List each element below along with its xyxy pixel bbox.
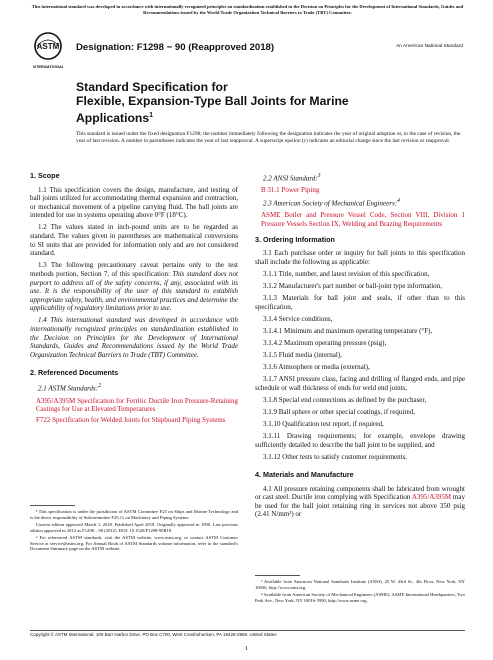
logo-sub: INTERNATIONAL <box>33 64 63 69</box>
footnote-2: ² For referenced ASTM standards, visit the ASTM website, www.astm.org, or contact ASTM Customer Service at service@astm.org. For Annual Book of ASTM Standards volume information, refer to the standard's Document Summary page on the ASTM website. <box>30 534 238 552</box>
footnote-mark-4: 4 <box>397 197 400 204</box>
ref-b31-1[interactable] <box>255 186 465 195</box>
scope-heading: 1. Scope <box>30 171 60 180</box>
footnote-1: ¹ This specification is under the jurisdiction of ASTM Committee F25 on Ships and Marine Technology and is the direct responsibility of Subcommittee F25.11 on Machinery and Piping Systems. <box>30 509 238 520</box>
ref-asme-title[interactable]: Pressure Vessels Section IX, Welding and Brazing Requirements <box>261 219 443 228</box>
ordering-item: 3.1.10 Qualification test report, if required, <box>263 420 384 429</box>
astm-standards-label-text: 2.1 ASTM Standards: <box>38 384 99 393</box>
issue-statement: This standard is issued under the fixed designation F1298; the number immediately following the designation indicates the year of original adoption or, in the case of revision, the year of last revision. A number in parentheses indicates the year of last reapproval. A superscript epsilon (ε) indicates an editorial change since the last revision or reapproval. <box>76 131 461 144</box>
ordering-item: 3.1.12 Other tests to satisfy customer requirements. <box>263 452 408 461</box>
footnote-3: ³ Available from American National Standards Institute (ANSI), 25 W. 43rd St., 4th Floor, New York, NY 10036, http://www.ansi.org. <box>255 579 465 590</box>
page-title <box>76 80 456 125</box>
ordering-item: 3.1.7 ANSI pressure class, facing and drilling of flanged ends, and pipe schedule or wall thickness of ends for weld end joints, <box>255 375 465 392</box>
ref-f722[interactable] <box>30 416 238 425</box>
title-footnote-mark: 1 <box>149 111 154 119</box>
scope-1-3 <box>30 261 238 313</box>
ordering-item: 3.1.2 Manufacturer's part number or ball-joint type information, <box>263 282 442 290</box>
footer-rule <box>30 630 465 631</box>
asme-label <box>255 197 465 208</box>
ref-b31-title[interactable]: Power Piping <box>279 186 320 195</box>
ordering-item: 3.1.4 Service conditions, <box>263 314 333 323</box>
ordering-item: 3.1.1 Title, number, and latest revision of this specification, <box>263 269 430 278</box>
logo-text: ASTM <box>36 42 60 51</box>
title-line-2: Flexible, Expansion-Type Ball Joints for Marine <box>76 94 349 109</box>
ref-asme-bpvc[interactable] <box>255 211 465 228</box>
right-column <box>255 172 465 522</box>
scope-1-4: 1.4 This international standard was developed in accordance with internationally recognized principles on standardization established in the Decision on Principles for the Development of International Standards, Guides and Recommendations issued by the World Trade Organization Technical Barriers to Trade (TBT) Committee. <box>30 316 238 359</box>
scope-1-3-lead: 1.3 The following precautionary caveat pertains only to the test methods portion, Section 7, of this specification: <box>30 261 238 278</box>
ordering-item: 3.1.6 Atmosphere or media (external), <box>263 363 370 372</box>
scope-1-3-caveat: This standard does not purport to address all of the safety concerns, if any, associated with its use. It is the responsibility of the user of this standard to establish appropriate safety, health, and environmental practices and determine the applicability of regulatory limitations prior to use. <box>30 269 238 313</box>
ordering-item: 3.1 Each purchase order or inquiry for ball joints to this specification shall include the following as applicable: <box>255 249 465 266</box>
materials-4-1-lead: 4.1 All pressure retaining components shall be fabricated from wrought or cast steel. Ductile iron complying with Specification <box>255 484 465 502</box>
ref-a395-inline[interactable]: A395/A395M <box>411 493 452 502</box>
materials-4-1 <box>255 485 465 519</box>
footnote-rule-left <box>30 505 75 506</box>
ordering-item: 3.1.11 Drawing requirements; for example, envelope drawing sufficiently detailed to describe the ball joint to be supplied, and <box>255 432 465 449</box>
ordering-item: 3.1.9 Ball sphere or other special coatings, if required, <box>263 408 416 417</box>
ordering-item: 3.1.3 Materials for ball joint and seals, if other than to this specification, <box>255 294 465 311</box>
ref-f722-code[interactable]: F722 <box>36 415 51 424</box>
ordering-item: 3.1.8 Special end connections as defined by the purchaser, <box>263 395 427 404</box>
scope-1-1: 1.1 This specification covers the design, manufacture, and testing of ball joints utilized for accommodating thermal expansion and contraction, or mechanical movement of a pipeline carrying fluid. The ball joints are intended for use in systems operating above 0°F (18°C). <box>30 185 238 220</box>
ref-a395[interactable] <box>30 397 238 414</box>
footnote-mark-3: 3 <box>317 173 321 179</box>
tbt-notice: This international standard was developed in accordance with internationally recognized principles on standardization established in the Decision on Principles for the Development of International Standards, Guides and Recommendations issued by the World Trade Organization Technical Barriers to Trade (TBT) Committee. <box>31 4 464 15</box>
footnote-edition: Current edition approved March 1, 2018. Published April 2018. Originally approved in 1990. Last previous edition approved in 2012 as F1298 – 90 (2012). DOI: 10.1520/F1298-90R18. <box>30 521 238 533</box>
ref-a395-code[interactable]: A395/A395M <box>36 396 76 405</box>
ansi-standard-label-text: 2.2 ANSI Standard: <box>263 174 318 183</box>
footnotes-right <box>255 579 465 605</box>
left-column <box>30 172 238 426</box>
materials-heading: 4. Materials and Manufacture <box>255 470 354 479</box>
title-line-1: Standard Specification for <box>76 80 228 94</box>
ordering-list <box>255 249 465 461</box>
ordering-heading: 3. Ordering Information <box>255 234 335 244</box>
copyright-footer: Copyright © ASTM International, 100 Barr Harbor Drive, PO Box C700, West Conshohocken, PA 19428-2959. United States <box>30 632 277 637</box>
footnote-rule-right <box>255 575 300 576</box>
scope-1-2: 1.2 The values stated in inch-pound units are to be regarded as standard. The values given in parentheses are mathematical conversions to SI units that are provided for information only and are not considered standard. <box>30 223 238 258</box>
ordering-item: 3.1.5 Fluid media (internal), <box>263 351 342 360</box>
ref-asme-code[interactable]: ASME Boiler and Pressure Vessel Code, Section VIII, Division 1 <box>261 210 465 219</box>
astm-logo <box>33 30 63 74</box>
american-national-standard: An American National Standard <box>396 44 463 49</box>
astm-standards-label <box>30 382 238 393</box>
ref-a395-title[interactable]: Specification for Ferritic Ductile Iron Pressure-Retaining Castings for Use at Elevated Temperatures <box>36 396 238 414</box>
referenced-heading: 2. Referenced Documents <box>30 367 119 377</box>
title-line-3: Applications <box>76 110 150 125</box>
ordering-item: 3.1.4.1 Minimum and maximum operating temperature (°F), <box>263 326 433 335</box>
ansi-standard-label <box>255 172 465 183</box>
asme-label-text: 2.3 American Society of Mechanical Engineers: <box>263 198 397 207</box>
materials-4-1-rest: may be used for the ball joint retaining ring in services not above 350 psig (2.41 N/mm²) or <box>255 493 465 519</box>
ordering-item: 3.1.4.2 Maximum operating pressure (psig), <box>263 338 387 347</box>
ref-b31-code[interactable]: B 31.1 <box>261 186 280 195</box>
astm-logo-icon <box>33 30 63 74</box>
ref-f722-title[interactable]: Specification for Welded Joints for Shipboard Piping Systems <box>50 415 226 424</box>
page-number: 1 <box>244 645 249 652</box>
footnote-4: ⁴ Available from American Society of Mechanical Engineers (ASME), ASME International Headquarters, Two Park Ave., New York, NY 10016-5990, http://www.asme.org. <box>255 591 465 603</box>
designation: Designation: F1298 − 90 (Reapproved 2018) <box>76 42 275 53</box>
footnotes-left <box>30 509 238 553</box>
footnote-mark-2: 2 <box>98 383 102 390</box>
